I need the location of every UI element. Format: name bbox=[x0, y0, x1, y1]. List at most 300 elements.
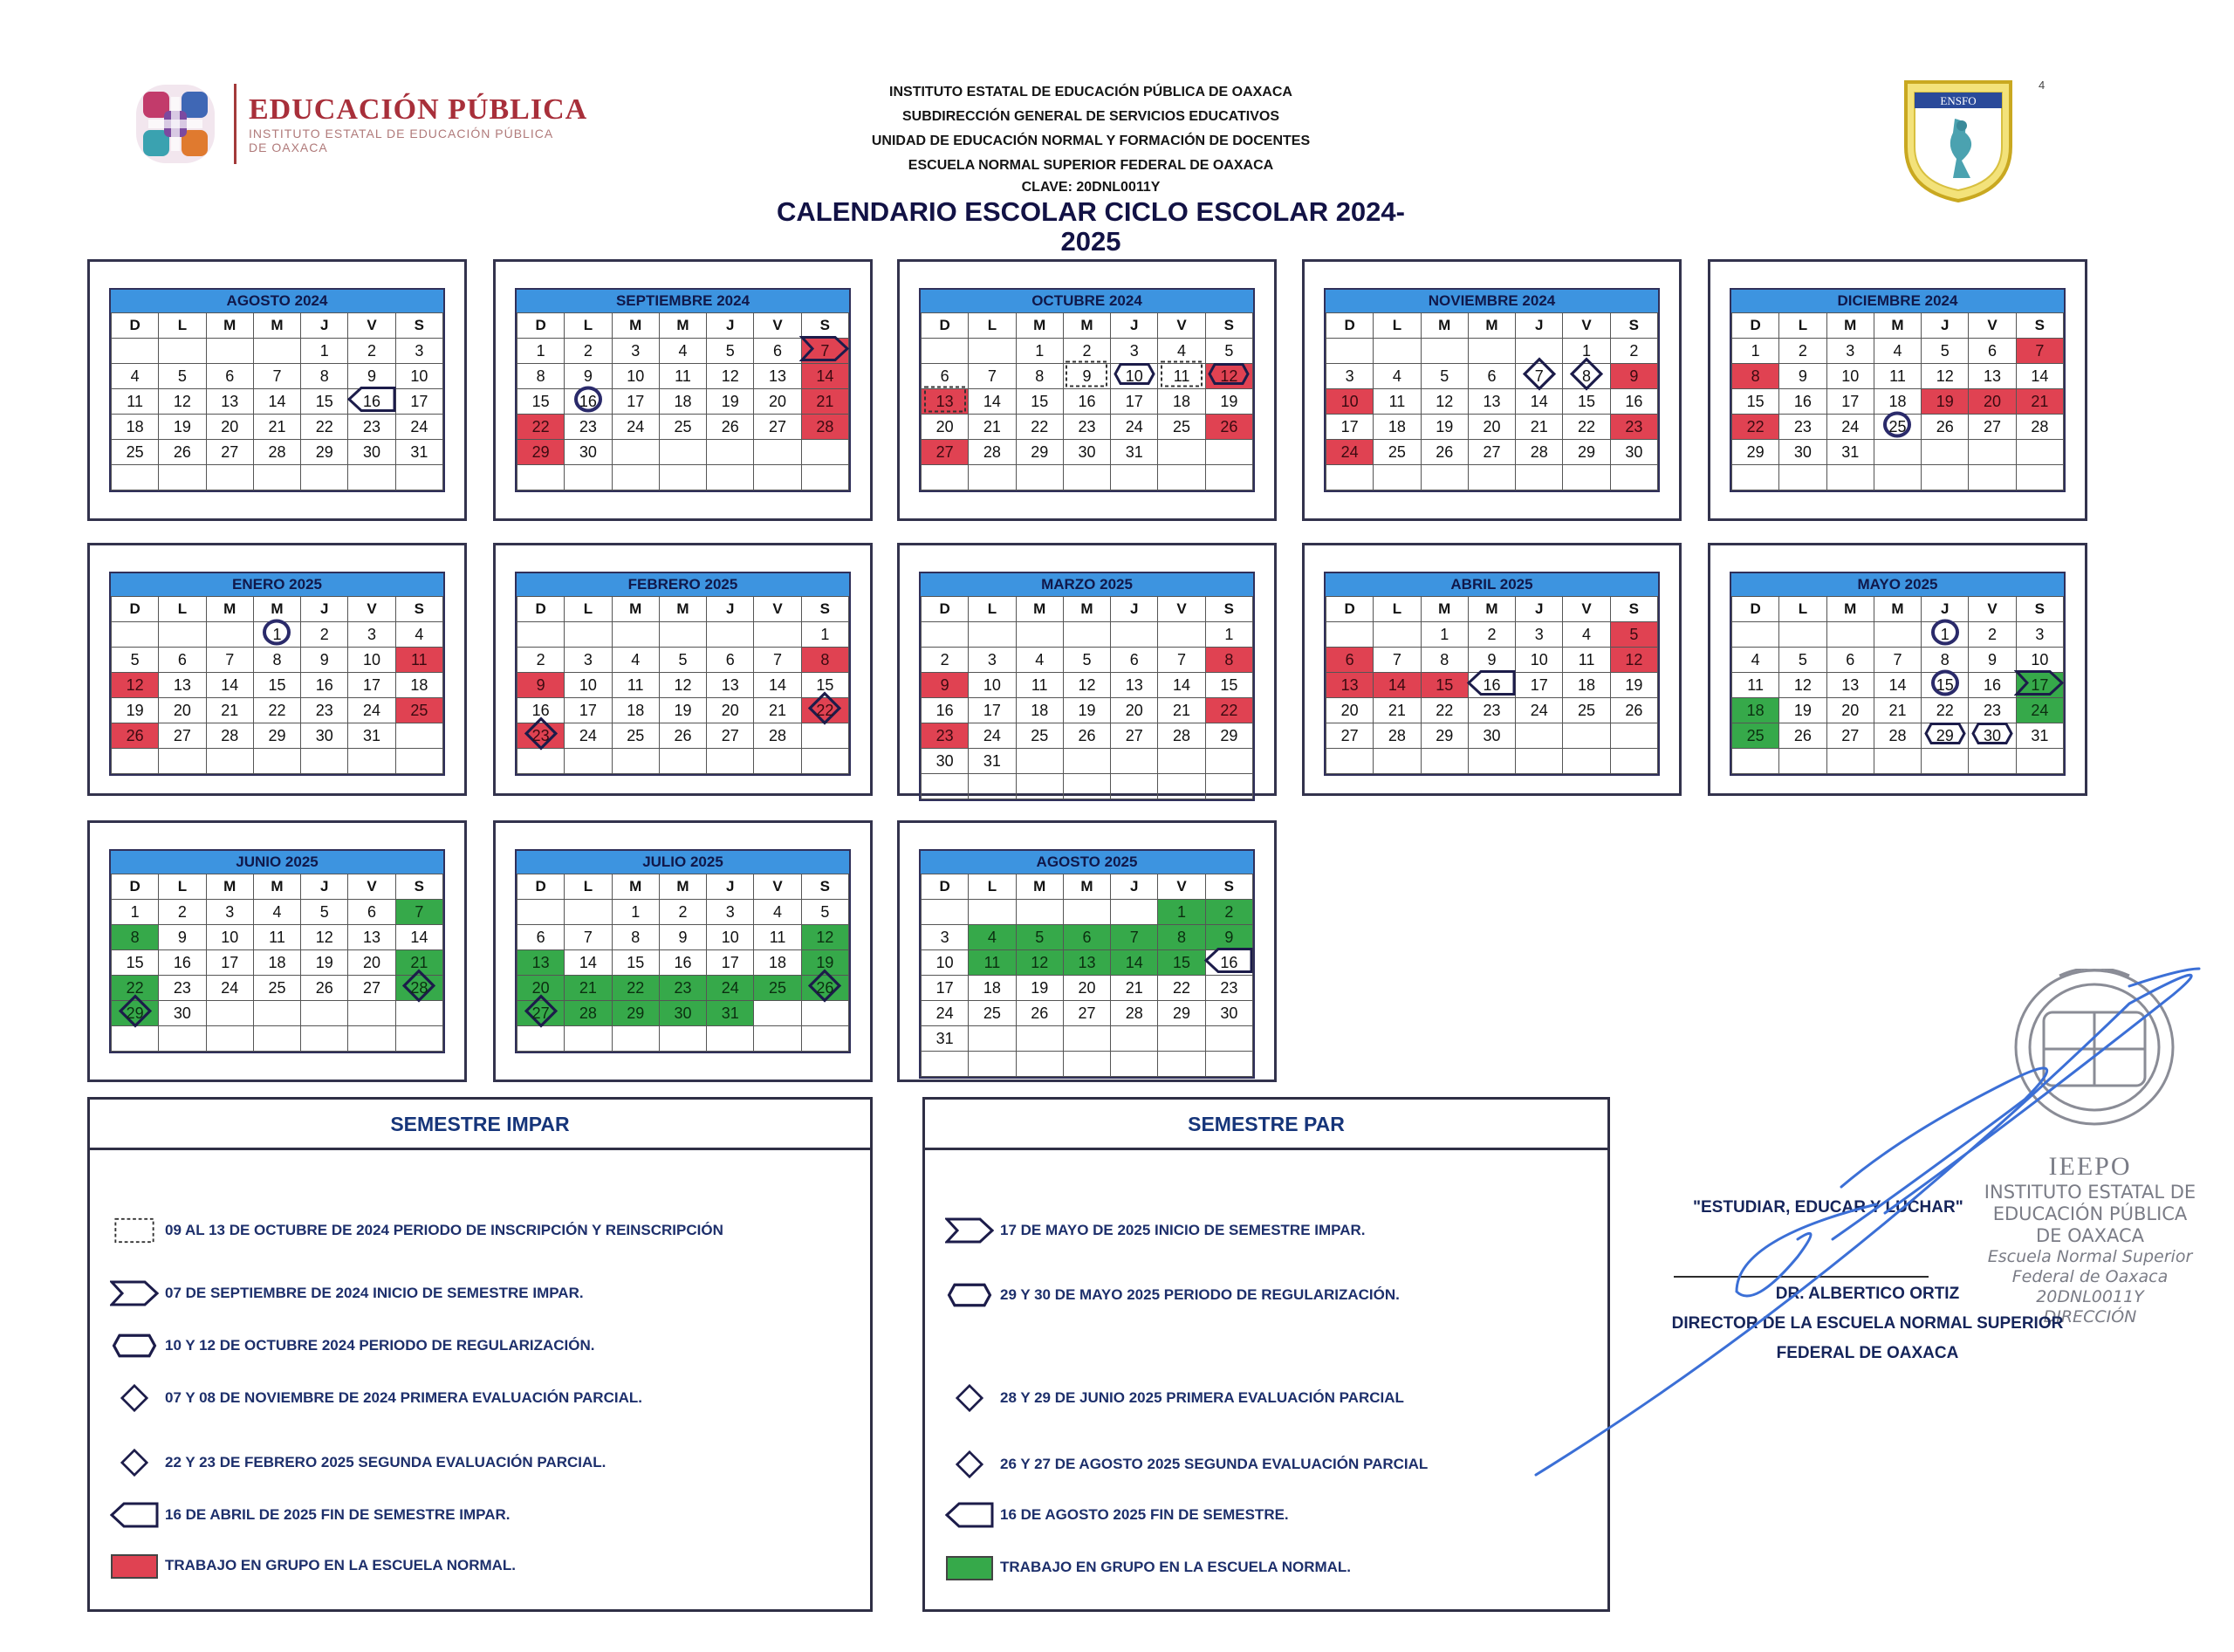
day-cell bbox=[1779, 339, 1826, 364]
week-row bbox=[922, 339, 1253, 364]
day-number: 24 bbox=[1125, 417, 1143, 435]
weekday-label: M bbox=[1468, 597, 1515, 622]
legend-item bbox=[107, 1278, 584, 1309]
weekday-label: S bbox=[2016, 597, 2063, 622]
empty-cell bbox=[1111, 749, 1158, 774]
legend-item bbox=[942, 1279, 1400, 1311]
empty-cell bbox=[1063, 774, 1110, 799]
hex-icon bbox=[942, 1279, 997, 1311]
week-row bbox=[517, 723, 849, 749]
day-cell bbox=[112, 389, 159, 415]
day-cell bbox=[1421, 389, 1468, 415]
day-cell bbox=[1468, 698, 1515, 723]
day-cell bbox=[1969, 415, 2016, 440]
day-number: 22 bbox=[531, 417, 550, 435]
day-cell bbox=[1779, 389, 1826, 415]
day-cell bbox=[1874, 698, 1921, 723]
day-number: 17 bbox=[935, 978, 954, 997]
day-cell bbox=[1610, 364, 1657, 389]
day-number: 25 bbox=[1388, 442, 1406, 461]
day-number: 1 bbox=[1940, 625, 1950, 643]
empty-cell bbox=[659, 749, 706, 774]
weekday-label: L bbox=[159, 874, 206, 900]
header-line-2: SUBDIRECCIÓN GENERAL DE SERVICIOS EDUCATIVOS bbox=[901, 109, 1280, 124]
day-cell bbox=[112, 698, 159, 723]
day-number: 19 bbox=[1936, 392, 1954, 410]
month-title: MAYO 2025 bbox=[1731, 573, 2064, 596]
day-number: 17 bbox=[579, 701, 597, 719]
day-number: 22 bbox=[627, 978, 645, 997]
day-number: 30 bbox=[1220, 1004, 1238, 1022]
legend-item-text: 07 Y 08 DE NOVIEMBRE DE 2024 PRIMERA EVALUACIÓN PARCIAL. bbox=[165, 1389, 642, 1406]
day-number: 2 bbox=[1487, 625, 1497, 643]
week-row bbox=[1732, 415, 2064, 440]
day-number: 5 bbox=[1440, 367, 1449, 385]
day-number: 15 bbox=[268, 675, 286, 694]
week-row bbox=[517, 622, 849, 648]
weekday-label: S bbox=[801, 313, 848, 339]
empty-cell bbox=[922, 465, 969, 490]
day-cell bbox=[2016, 389, 2063, 415]
day-number: 30 bbox=[935, 751, 954, 770]
empty-cell bbox=[301, 1001, 348, 1026]
day-number: 19 bbox=[1436, 417, 1454, 435]
week-row bbox=[1326, 749, 1658, 774]
empty-cell bbox=[1111, 622, 1158, 648]
day-number: 9 bbox=[1798, 367, 1807, 385]
month-grid bbox=[109, 288, 445, 492]
day-cell bbox=[922, 925, 969, 950]
day-number: 14 bbox=[1388, 675, 1406, 694]
day-number: 31 bbox=[935, 1029, 954, 1047]
day-cell bbox=[1016, 440, 1063, 465]
empty-cell bbox=[754, 1001, 801, 1026]
empty-cell bbox=[707, 440, 754, 465]
day-number: 21 bbox=[769, 701, 787, 719]
day-number: 8 bbox=[1582, 367, 1592, 385]
week-row bbox=[922, 622, 1253, 648]
month-grid bbox=[515, 849, 851, 1053]
day-number: 1 bbox=[272, 625, 282, 643]
empty-cell bbox=[707, 749, 754, 774]
day-number: 13 bbox=[221, 392, 239, 410]
day-number: 7 bbox=[1893, 650, 1902, 668]
signature-line bbox=[1674, 1276, 1929, 1278]
day-cell bbox=[1922, 415, 1969, 440]
day-number: 5 bbox=[1035, 928, 1045, 946]
day-number: 27 bbox=[1841, 726, 1860, 744]
month-grid bbox=[919, 288, 1255, 492]
ensfo-crest-icon bbox=[1901, 77, 2016, 204]
empty-cell bbox=[1468, 465, 1515, 490]
day-number: 1 bbox=[1751, 341, 1760, 360]
day-cell bbox=[112, 925, 159, 950]
day-number: 14 bbox=[579, 953, 597, 971]
day-cell bbox=[922, 1001, 969, 1026]
week-row bbox=[922, 364, 1253, 389]
day-number: 21 bbox=[816, 392, 834, 410]
empty-cell bbox=[565, 900, 612, 925]
day-cell bbox=[348, 622, 395, 648]
empty-cell bbox=[1516, 465, 1563, 490]
day-cell bbox=[754, 925, 801, 950]
day-cell bbox=[1421, 723, 1468, 749]
day-cell bbox=[395, 440, 442, 465]
day-cell bbox=[301, 950, 348, 976]
day-cell bbox=[1205, 364, 1252, 389]
weekday-label: L bbox=[1779, 597, 1826, 622]
empty-cell bbox=[1111, 900, 1158, 925]
weekday-label: J bbox=[301, 313, 348, 339]
day-cell bbox=[159, 415, 206, 440]
month-title: DICIEMBRE 2024 bbox=[1731, 290, 2064, 312]
day-cell bbox=[1016, 723, 1063, 749]
day-cell bbox=[301, 389, 348, 415]
empty-cell bbox=[1205, 774, 1252, 799]
weekday-label: V bbox=[1563, 313, 1610, 339]
day-cell bbox=[1732, 364, 1779, 389]
day-cell bbox=[1326, 389, 1374, 415]
weekday-header-row bbox=[1732, 313, 2064, 339]
day-cell bbox=[969, 723, 1016, 749]
empty-cell bbox=[1516, 339, 1563, 364]
day-cell bbox=[348, 900, 395, 925]
day-number: 16 bbox=[1078, 392, 1096, 410]
day-number: 22 bbox=[315, 417, 333, 435]
weekday-header-row bbox=[517, 313, 849, 339]
day-cell bbox=[659, 900, 706, 925]
day-number: 3 bbox=[940, 928, 949, 946]
day-number: 16 bbox=[1625, 392, 1643, 410]
month-title: SEPTIEMBRE 2024 bbox=[517, 290, 849, 312]
day-number: 26 bbox=[126, 726, 144, 744]
day-cell bbox=[395, 698, 442, 723]
empty-cell bbox=[1016, 1026, 1063, 1052]
day-number: 10 bbox=[721, 928, 739, 946]
day-cell bbox=[348, 389, 395, 415]
day-number: 15 bbox=[1578, 392, 1596, 410]
day-number: 8 bbox=[130, 928, 140, 946]
empty-cell bbox=[801, 1001, 848, 1026]
header-line-4: ESCUELA NORMAL SUPERIOR FEDERAL DE OAXACA bbox=[908, 158, 1274, 173]
day-number: 13 bbox=[363, 928, 381, 946]
day-cell bbox=[1732, 415, 1779, 440]
day-cell bbox=[1205, 339, 1252, 364]
day-number: 3 bbox=[583, 650, 593, 668]
week-row bbox=[112, 389, 443, 415]
day-cell bbox=[253, 415, 300, 440]
day-cell bbox=[565, 440, 612, 465]
week-row bbox=[922, 648, 1253, 673]
day-number: 21 bbox=[410, 953, 428, 971]
day-cell bbox=[301, 339, 348, 364]
day-number: 14 bbox=[769, 675, 787, 694]
week-row bbox=[112, 648, 443, 673]
day-cell bbox=[1610, 339, 1657, 364]
day-number: 23 bbox=[1793, 417, 1812, 435]
day-cell bbox=[1922, 339, 1969, 364]
day-number: 26 bbox=[1793, 726, 1812, 744]
weekday-label: L bbox=[565, 597, 612, 622]
day-cell bbox=[517, 925, 565, 950]
day-number: 6 bbox=[536, 928, 545, 946]
empty-cell bbox=[801, 465, 848, 490]
empty-cell bbox=[969, 1026, 1016, 1052]
week-row bbox=[1326, 339, 1658, 364]
day-cell bbox=[1922, 698, 1969, 723]
day-cell bbox=[395, 389, 442, 415]
day-number: 22 bbox=[1436, 701, 1454, 719]
seal-line-1: INSTITUTO ESTATAL DE bbox=[1984, 1182, 2196, 1203]
day-number: 25 bbox=[1173, 417, 1191, 435]
day-number: 8 bbox=[272, 650, 282, 668]
empty-cell bbox=[1205, 465, 1252, 490]
day-number: 26 bbox=[674, 726, 692, 744]
day-cell bbox=[1516, 622, 1563, 648]
week-row bbox=[1732, 622, 2064, 648]
day-number: 8 bbox=[319, 367, 329, 385]
day-number: 15 bbox=[627, 953, 645, 971]
day-number: 19 bbox=[721, 392, 739, 410]
day-cell bbox=[754, 698, 801, 723]
day-number: 18 bbox=[983, 978, 1001, 997]
day-number: 8 bbox=[631, 928, 641, 946]
day-cell bbox=[612, 698, 659, 723]
day-number: 25 bbox=[983, 1004, 1001, 1022]
seal-line-2: EDUCACIÓN PÚBLICA bbox=[1992, 1203, 2188, 1224]
day-cell bbox=[1610, 622, 1657, 648]
weekday-label: M bbox=[1874, 313, 1921, 339]
day-number: 7 bbox=[415, 902, 424, 921]
day-number: 25 bbox=[410, 701, 428, 719]
day-number: 28 bbox=[1173, 726, 1191, 744]
day-cell bbox=[969, 1001, 1016, 1026]
day-cell bbox=[922, 723, 969, 749]
day-number: 18 bbox=[1388, 417, 1406, 435]
day-number: 11 bbox=[411, 650, 428, 668]
weekday-label: V bbox=[754, 313, 801, 339]
day-cell bbox=[112, 950, 159, 976]
empty-cell bbox=[969, 1052, 1016, 1077]
day-number: 23 bbox=[579, 417, 597, 435]
day-cell bbox=[395, 673, 442, 698]
day-cell bbox=[612, 673, 659, 698]
day-cell bbox=[922, 698, 969, 723]
day-number: 18 bbox=[126, 417, 144, 435]
day-cell bbox=[659, 976, 706, 1001]
day-cell bbox=[707, 950, 754, 976]
day-cell bbox=[1969, 622, 2016, 648]
day-cell bbox=[1158, 648, 1205, 673]
empty-cell bbox=[1158, 465, 1205, 490]
day-number: 28 bbox=[1388, 726, 1406, 744]
empty-cell bbox=[565, 622, 612, 648]
day-cell bbox=[659, 364, 706, 389]
day-cell bbox=[517, 339, 565, 364]
weekday-label: V bbox=[1969, 313, 2016, 339]
day-number: 22 bbox=[268, 701, 286, 719]
empty-cell bbox=[1969, 465, 2016, 490]
week-row bbox=[517, 900, 849, 925]
day-number: 22 bbox=[1936, 701, 1954, 719]
empty-cell bbox=[253, 1001, 300, 1026]
day-number: 27 bbox=[1078, 1004, 1096, 1022]
empty-cell bbox=[1826, 749, 1874, 774]
day-number: 23 bbox=[1483, 701, 1501, 719]
day-number: 17 bbox=[627, 392, 645, 410]
day-cell bbox=[1874, 389, 1921, 415]
weekday-label: M bbox=[1063, 597, 1110, 622]
empty-cell bbox=[1158, 749, 1205, 774]
day-number: 1 bbox=[130, 902, 140, 921]
day-number: 10 bbox=[1841, 367, 1860, 385]
day-number: 30 bbox=[1984, 726, 2002, 744]
day-cell bbox=[1732, 339, 1779, 364]
day-cell bbox=[612, 648, 659, 673]
week-row bbox=[517, 1026, 849, 1052]
day-cell bbox=[348, 698, 395, 723]
week-row bbox=[1732, 749, 2064, 774]
empty-cell bbox=[395, 723, 442, 749]
day-number: 4 bbox=[1177, 341, 1187, 360]
day-number: 16 bbox=[531, 701, 550, 719]
weekday-label: L bbox=[1374, 597, 1421, 622]
day-cell bbox=[1779, 673, 1826, 698]
day-number: 30 bbox=[674, 1004, 692, 1022]
day-cell bbox=[2016, 673, 2063, 698]
month-calendar bbox=[493, 543, 873, 796]
day-cell bbox=[565, 364, 612, 389]
weekday-label: D bbox=[112, 313, 159, 339]
weekday-label: J bbox=[1111, 597, 1158, 622]
day-cell bbox=[1516, 698, 1563, 723]
day-number: 10 bbox=[221, 928, 239, 946]
weekday-label: S bbox=[395, 874, 442, 900]
school-motto: "ESTUDIAR, EDUCAR Y LUCHAR" bbox=[1693, 1198, 1963, 1217]
day-number: 31 bbox=[2031, 726, 2049, 744]
day-cell bbox=[517, 698, 565, 723]
day-cell bbox=[1016, 1001, 1063, 1026]
weekday-header-row bbox=[922, 874, 1253, 900]
week-row bbox=[112, 440, 443, 465]
weekday-label: S bbox=[801, 874, 848, 900]
day-number: 23 bbox=[674, 978, 692, 997]
day-number: 23 bbox=[363, 417, 381, 435]
day-cell bbox=[707, 976, 754, 1001]
day-cell bbox=[159, 950, 206, 976]
day-number: 7 bbox=[1534, 367, 1544, 385]
day-cell bbox=[922, 415, 969, 440]
day-cell bbox=[1374, 698, 1421, 723]
day-cell bbox=[659, 698, 706, 723]
day-cell bbox=[1732, 673, 1779, 698]
day-cell bbox=[1326, 698, 1374, 723]
day-cell bbox=[1158, 925, 1205, 950]
empty-cell bbox=[1111, 774, 1158, 799]
day-number: 27 bbox=[769, 417, 787, 435]
day-number: 19 bbox=[1031, 978, 1049, 997]
day-cell bbox=[1969, 673, 2016, 698]
day-cell bbox=[1826, 389, 1874, 415]
weekday-header-row bbox=[1326, 313, 1658, 339]
empty-cell bbox=[922, 1052, 969, 1077]
week-row bbox=[517, 1001, 849, 1026]
day-cell bbox=[1610, 415, 1657, 440]
day-number: 15 bbox=[1746, 392, 1765, 410]
week-row bbox=[1326, 673, 1658, 698]
week-row bbox=[1326, 723, 1658, 749]
day-cell bbox=[1826, 339, 1874, 364]
day-cell bbox=[517, 389, 565, 415]
day-number: 19 bbox=[315, 953, 333, 971]
legend-par-title: SEMESTRE PAR bbox=[925, 1100, 1607, 1150]
empty-cell bbox=[1421, 749, 1468, 774]
director-role: DIRECTOR DE LA ESCUELA NORMAL SUPERIOR bbox=[1671, 1314, 2064, 1333]
day-number: 4 bbox=[773, 902, 783, 921]
week-row bbox=[517, 389, 849, 415]
day-number: 14 bbox=[268, 392, 286, 410]
week-row bbox=[1732, 648, 2064, 673]
day-number: 25 bbox=[1578, 701, 1596, 719]
day-number: 13 bbox=[1483, 392, 1501, 410]
weekday-label: L bbox=[969, 313, 1016, 339]
day-number: 11 bbox=[1388, 392, 1406, 410]
day-number: 7 bbox=[2035, 341, 2045, 360]
weekday-label: J bbox=[1922, 597, 1969, 622]
header-line-3: UNIDAD DE EDUCACIÓN NORMAL Y FORMACIÓN DE DOCENTES bbox=[871, 134, 1311, 148]
day-number: 17 bbox=[221, 953, 239, 971]
day-number: 9 bbox=[1082, 367, 1092, 385]
day-number: 22 bbox=[816, 701, 834, 719]
day-number: 14 bbox=[2031, 367, 2049, 385]
day-number: 24 bbox=[1340, 442, 1359, 461]
empty-cell bbox=[922, 900, 969, 925]
day-number: 3 bbox=[1846, 341, 1855, 360]
page-title: CALENDARIO ESCOLAR CICLO ESCOLAR 2024-2025 bbox=[777, 196, 1405, 257]
day-cell bbox=[565, 648, 612, 673]
day-number: 9 bbox=[177, 928, 187, 946]
day-number: 17 bbox=[2031, 675, 2049, 694]
weekday-label: L bbox=[159, 597, 206, 622]
day-cell bbox=[1969, 364, 2016, 389]
day-cell bbox=[707, 900, 754, 925]
day-cell bbox=[253, 900, 300, 925]
empty-cell bbox=[707, 465, 754, 490]
day-cell bbox=[1969, 723, 2016, 749]
day-cell bbox=[969, 749, 1016, 774]
day-number: 27 bbox=[1483, 442, 1501, 461]
weekday-label: J bbox=[1111, 313, 1158, 339]
day-number: 7 bbox=[773, 650, 783, 668]
day-cell bbox=[754, 648, 801, 673]
day-number: 11 bbox=[1031, 675, 1048, 694]
day-number: 3 bbox=[1534, 625, 1544, 643]
day-number: 6 bbox=[1082, 928, 1092, 946]
day-cell bbox=[612, 976, 659, 1001]
day-cell bbox=[1205, 415, 1252, 440]
day-cell bbox=[1732, 440, 1779, 465]
empty-cell bbox=[1205, 749, 1252, 774]
day-number: 29 bbox=[1746, 442, 1765, 461]
legend-item-text: 22 Y 23 DE FEBRERO 2025 SEGUNDA EVALUACIÓN PARCIAL. bbox=[165, 1454, 606, 1470]
legend-item-text: 16 DE ABRIL DE 2025 FIN DE SEMESTRE IMPAR. bbox=[165, 1506, 511, 1523]
day-cell bbox=[395, 339, 442, 364]
day-cell bbox=[801, 673, 848, 698]
empty-cell bbox=[969, 900, 1016, 925]
day-number: 6 bbox=[940, 367, 949, 385]
day-number: 11 bbox=[983, 953, 1001, 971]
empty-cell bbox=[206, 622, 253, 648]
